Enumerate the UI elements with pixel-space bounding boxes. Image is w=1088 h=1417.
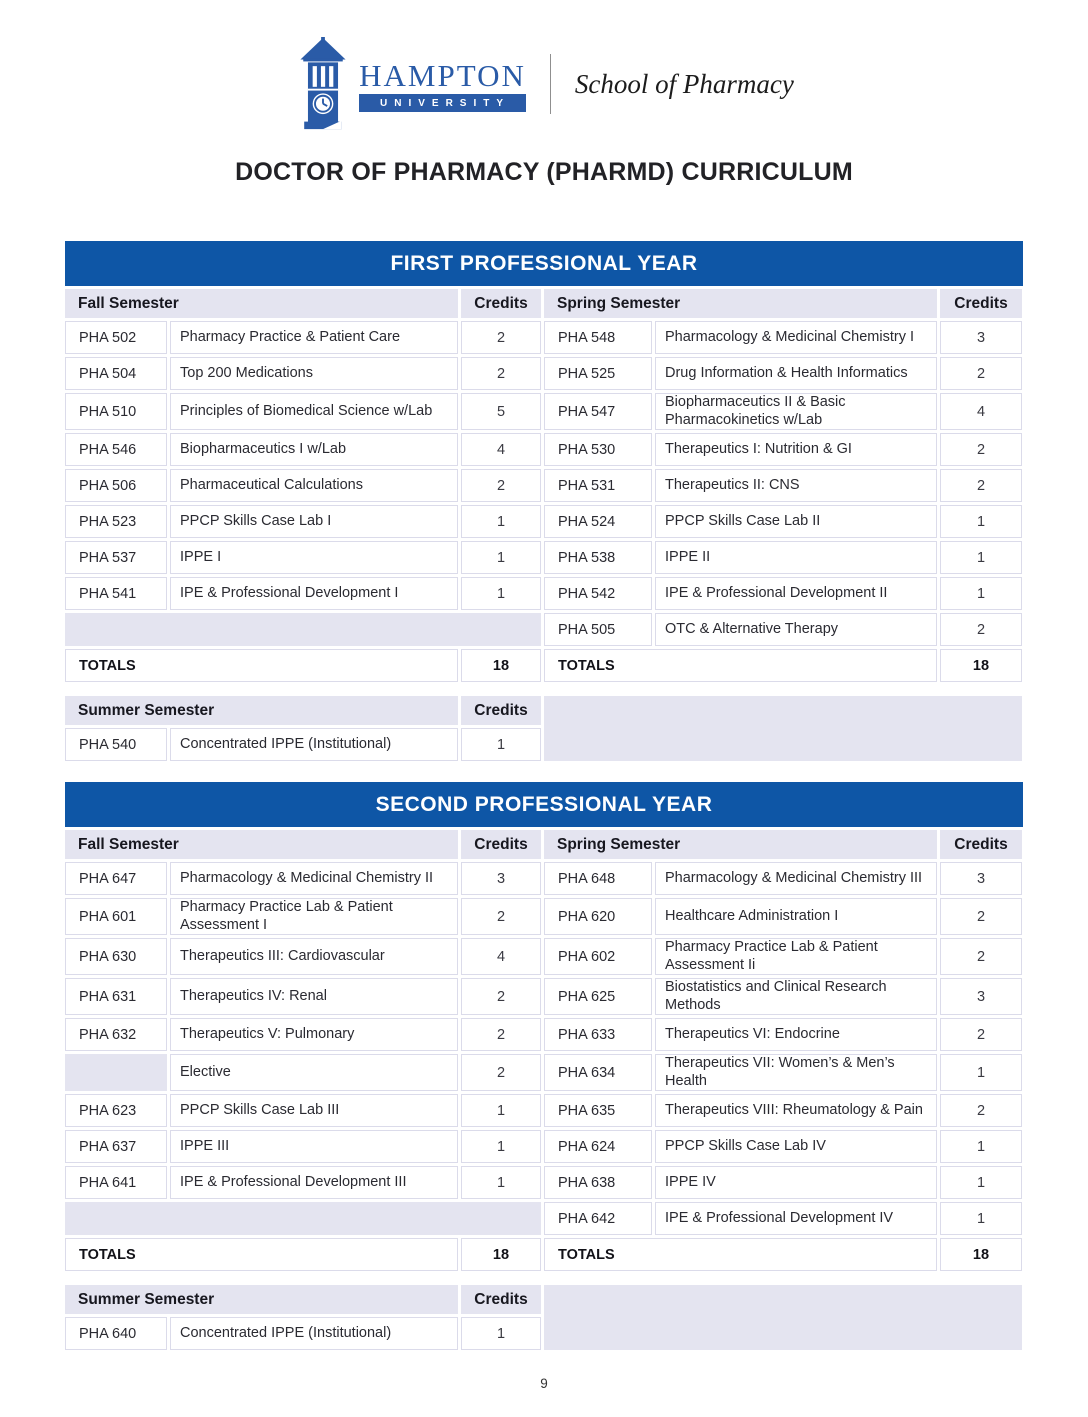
- course-name-cell: PPCP Skills Case Lab III: [170, 1094, 458, 1127]
- course-name-cell: Therapeutics VIII: Rheumatology & Pain: [655, 1094, 937, 1127]
- course-code-cell: PHA 540: [65, 728, 167, 761]
- course-code-cell: PHA 541: [65, 577, 167, 610]
- column-header-spring: Spring Semester: [544, 289, 937, 318]
- course-name-cell: Biopharmaceutics I w/Lab: [170, 433, 458, 466]
- credits-cell: 2: [940, 357, 1022, 390]
- course-code-cell: PHA 640: [65, 1317, 167, 1350]
- filler-cell: [544, 696, 1022, 761]
- course-name-cell: Pharmacy Practice Lab & Patient Assessment Ii: [655, 938, 937, 975]
- credits-cell: 3: [461, 862, 541, 895]
- totals-credits: 18: [940, 1238, 1022, 1271]
- column-header-summer: Summer Semester: [65, 696, 458, 725]
- course-name-cell: Pharmaceutical Calculations: [170, 469, 458, 502]
- course-name-cell: OTC & Alternative Therapy: [655, 613, 937, 646]
- tables-host: [65, 241, 1023, 1350]
- credits-cell: 3: [940, 321, 1022, 354]
- credits-cell: 2: [461, 1054, 541, 1091]
- filler-cell: [544, 1285, 1022, 1350]
- course-code-cell: PHA 537: [65, 541, 167, 574]
- credits-cell: 3: [940, 978, 1022, 1015]
- totals-label: TOTALS: [544, 649, 937, 682]
- course-name-cell: Principles of Biomedical Science w/Lab: [170, 393, 458, 430]
- totals-credits: 18: [461, 1238, 541, 1271]
- course-code-cell: PHA 538: [544, 541, 652, 574]
- credits-cell: 2: [461, 1018, 541, 1051]
- university-bar: UNIVERSITY: [359, 94, 526, 112]
- course-code-cell: PHA 548: [544, 321, 652, 354]
- course-code-cell: PHA 641: [65, 1166, 167, 1199]
- course-name-cell: PPCP Skills Case Lab I: [170, 505, 458, 538]
- course-name-cell: PPCP Skills Case Lab IV: [655, 1130, 937, 1163]
- credits-cell: 1: [940, 541, 1022, 574]
- course-code-cell: PHA 510: [65, 393, 167, 430]
- course-code-cell: PHA 631: [65, 978, 167, 1015]
- credits-cell: 2: [940, 613, 1022, 646]
- totals-credits: 18: [461, 649, 541, 682]
- hampton-wordmark: [359, 58, 526, 112]
- course-code-cell: PHA 638: [544, 1166, 652, 1199]
- course-code-cell: PHA 504: [65, 357, 167, 390]
- course-code-cell: PHA 632: [65, 1018, 167, 1051]
- course-name-cell: Therapeutics VII: Women’s & Men’s Health: [655, 1054, 937, 1091]
- course-code-cell: PHA 531: [544, 469, 652, 502]
- course-code-cell: PHA 525: [544, 357, 652, 390]
- course-name-cell: Pharmacology & Medicinal Chemistry I: [655, 321, 937, 354]
- credits-cell: 2: [461, 357, 541, 390]
- credits-cell: 2: [940, 1018, 1022, 1051]
- totals-label: TOTALS: [65, 1238, 458, 1271]
- credits-cell: 4: [940, 393, 1022, 430]
- filler-cell: [65, 1054, 167, 1091]
- credits-cell: 1: [461, 728, 541, 761]
- summer-semester-table: [65, 696, 1023, 761]
- credits-cell: 1: [940, 577, 1022, 610]
- credits-cell: 2: [461, 978, 541, 1015]
- course-name-cell: IPPE III: [170, 1130, 458, 1163]
- credits-cell: 2: [940, 1094, 1022, 1127]
- course-code-cell: PHA 633: [544, 1018, 652, 1051]
- year-banner: FIRST PROFESSIONAL YEAR: [65, 241, 1023, 286]
- column-header-credits: Credits: [940, 289, 1022, 318]
- course-name-cell: Therapeutics V: Pulmonary: [170, 1018, 458, 1051]
- course-name-cell: Drug Information & Health Informatics: [655, 357, 937, 390]
- totals-label: TOTALS: [544, 1238, 937, 1271]
- credits-cell: 1: [461, 577, 541, 610]
- credits-cell: 2: [940, 433, 1022, 466]
- course-code-cell: PHA 546: [65, 433, 167, 466]
- course-name-cell: Top 200 Medications: [170, 357, 458, 390]
- course-code-cell: PHA 523: [65, 505, 167, 538]
- course-name-cell: Concentrated IPPE (Institutional): [170, 728, 458, 761]
- course-code-cell: PHA 502: [65, 321, 167, 354]
- page-number: 9: [540, 1376, 548, 1391]
- course-code-cell: PHA 505: [544, 613, 652, 646]
- column-header-credits: Credits: [940, 830, 1022, 859]
- credits-cell: 2: [461, 321, 541, 354]
- credits-cell: 2: [940, 469, 1022, 502]
- course-code-cell: PHA 648: [544, 862, 652, 895]
- school-name: School of Pharmacy: [574, 68, 794, 99]
- course-code-cell: PHA 634: [544, 1054, 652, 1091]
- column-header-spring: Spring Semester: [544, 830, 937, 859]
- hampton-university-logo: [294, 37, 526, 131]
- course-name-cell: Therapeutics I: Nutrition & GI: [655, 433, 937, 466]
- logo-divider: [550, 54, 551, 114]
- course-name-cell: IPE & Professional Development I: [170, 577, 458, 610]
- university-name: HAMPTON: [359, 58, 526, 93]
- column-header-fall: Fall Semester: [65, 830, 458, 859]
- course-code-cell: PHA 623: [65, 1094, 167, 1127]
- course-code-cell: PHA 524: [544, 505, 652, 538]
- totals-credits: 18: [940, 649, 1022, 682]
- credits-cell: 1: [461, 1130, 541, 1163]
- course-code-cell: PHA 635: [544, 1094, 652, 1127]
- credits-cell: 1: [940, 1054, 1022, 1091]
- course-code-cell: PHA 530: [544, 433, 652, 466]
- column-header-credits: Credits: [461, 1285, 541, 1314]
- credits-cell: 2: [940, 898, 1022, 935]
- course-name-cell: IPPE IV: [655, 1166, 937, 1199]
- course-name-cell: IPPE II: [655, 541, 937, 574]
- course-name-cell: Therapeutics VI: Endocrine: [655, 1018, 937, 1051]
- credits-cell: 1: [461, 1094, 541, 1127]
- column-header-fall: Fall Semester: [65, 289, 458, 318]
- course-name-cell: Therapeutics III: Cardiovascular: [170, 938, 458, 975]
- course-name-cell: Therapeutics II: CNS: [655, 469, 937, 502]
- credits-cell: 1: [461, 541, 541, 574]
- credits-cell: 2: [461, 898, 541, 935]
- course-code-cell: PHA 602: [544, 938, 652, 975]
- filler-cell: [65, 613, 541, 646]
- course-name-cell: IPE & Professional Development II: [655, 577, 937, 610]
- credits-cell: 5: [461, 393, 541, 430]
- column-header-credits: Credits: [461, 696, 541, 725]
- year-section: [65, 241, 1023, 761]
- course-name-cell: Elective: [170, 1054, 458, 1091]
- course-code-cell: PHA 647: [65, 862, 167, 895]
- course-code-cell: PHA 624: [544, 1130, 652, 1163]
- course-name-cell: Pharmacology & Medicinal Chemistry II: [170, 862, 458, 895]
- credits-cell: 1: [940, 1202, 1022, 1235]
- credits-cell: 1: [461, 1317, 541, 1350]
- credits-cell: 1: [940, 505, 1022, 538]
- semester-table: [65, 289, 1023, 682]
- credits-cell: 2: [940, 938, 1022, 975]
- page-title: DOCTOR OF PHARMACY (PHARMD) CURRICULUM: [235, 158, 853, 186]
- header-logo-row: [65, 36, 1023, 132]
- course-code-cell: PHA 506: [65, 469, 167, 502]
- course-name-cell: Biostatistics and Clinical Research Methods: [655, 978, 937, 1015]
- course-name-cell: IPE & Professional Development III: [170, 1166, 458, 1199]
- totals-label: TOTALS: [65, 649, 458, 682]
- course-name-cell: Pharmacy Practice Lab & Patient Assessment I: [170, 898, 458, 935]
- credits-cell: 4: [461, 938, 541, 975]
- course-code-cell: PHA 637: [65, 1130, 167, 1163]
- course-code-cell: PHA 642: [544, 1202, 652, 1235]
- credits-cell: 1: [940, 1166, 1022, 1199]
- year-banner: SECOND PROFESSIONAL YEAR: [65, 782, 1023, 827]
- credits-cell: 3: [940, 862, 1022, 895]
- course-name-cell: IPPE I: [170, 541, 458, 574]
- course-code-cell: PHA 601: [65, 898, 167, 935]
- course-code-cell: PHA 542: [544, 577, 652, 610]
- credits-cell: 1: [461, 1166, 541, 1199]
- clock-tower-icon: [294, 37, 352, 131]
- course-name-cell: Concentrated IPPE (Institutional): [170, 1317, 458, 1350]
- course-name-cell: Biopharmaceutics II & Basic Pharmacokinetics w/Lab: [655, 393, 937, 430]
- column-header-credits: Credits: [461, 289, 541, 318]
- course-name-cell: PPCP Skills Case Lab II: [655, 505, 937, 538]
- filler-cell: [65, 1202, 541, 1235]
- semester-table: [65, 830, 1023, 1271]
- course-name-cell: Pharmacy Practice & Patient Care: [170, 321, 458, 354]
- credits-cell: 1: [461, 505, 541, 538]
- course-code-cell: PHA 547: [544, 393, 652, 430]
- column-header-summer: Summer Semester: [65, 1285, 458, 1314]
- course-code-cell: PHA 625: [544, 978, 652, 1015]
- credits-cell: 2: [461, 469, 541, 502]
- course-code-cell: PHA 630: [65, 938, 167, 975]
- course-name-cell: Therapeutics IV: Renal: [170, 978, 458, 1015]
- course-name-cell: Healthcare Administration I: [655, 898, 937, 935]
- credits-cell: 1: [940, 1130, 1022, 1163]
- column-header-credits: Credits: [461, 830, 541, 859]
- credits-cell: 4: [461, 433, 541, 466]
- course-name-cell: Pharmacology & Medicinal Chemistry III: [655, 862, 937, 895]
- course-name-cell: IPE & Professional Development IV: [655, 1202, 937, 1235]
- summer-semester-table: [65, 1285, 1023, 1350]
- course-code-cell: PHA 620: [544, 898, 652, 935]
- year-section: [65, 782, 1023, 1350]
